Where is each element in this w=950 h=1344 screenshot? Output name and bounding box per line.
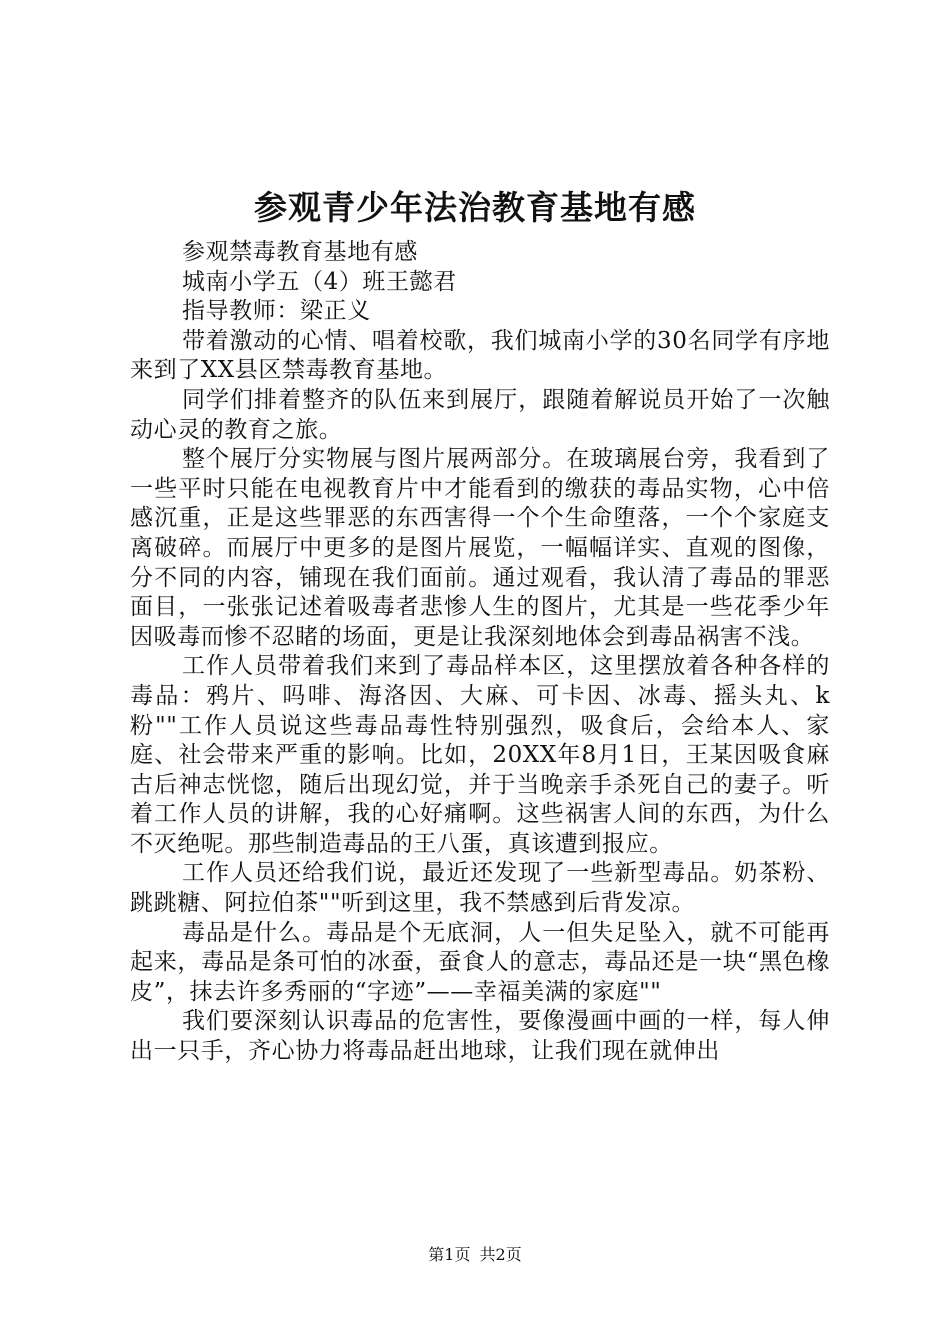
paragraph: 工作人员带着我们来到了毒品样本区，这里摆放着各种各样的毒品：鸦片、吗啡、海洛因、大麻、可卡因、冰毒、摇头丸、k粉""工作人员说这些毒品毒性特别强烈，吸食后，会给本人、家庭、社会带来严重的影响。比如，20XX年8月1日，王某因吸食麻古后神志恍惚，随后出现幻觉，并于当晚亲手杀死自己的妻子。听着工作人员的讲解，我的心好痛啊。这些祸害人间的东西，为什么不灭绝呢。那些制造毒品的王八蛋，真该遭到报应。	[130, 653, 830, 857]
document-body	[130, 238, 830, 1067]
paragraph: 整个展厅分实物展与图片展两部分。在玻璃展台旁，我看到了一些平时只能在电视教育片中才能看到的缴获的毒品实物，心中倍感沉重，正是这些罪恶的东西害得一个个生命堕落，一个个家庭支离破碎。而展厅中更多的是图片展览，一幅幅详实、直观的图像，分不同的内容，铺现在我们面前。通过观看，我认清了毒品的罪恶面目，一张张记述着吸毒者悲惨人生的图片，尤其是一些花季少年因吸毒而惨不忍睹的场面，更是让我深刻地体会到毒品祸害不浅。	[130, 446, 830, 650]
paragraph: 参观禁毒教育基地有感	[182, 239, 418, 265]
paragraph: 工作人员还给我们说，最近还发现了一些新型毒品。奶茶粉、跳跳糖、阿拉伯茶""听到这里，我不禁感到后背发凉。	[130, 860, 830, 917]
paragraph: 城南小学五（4）班王懿君	[182, 268, 457, 295]
document-title: 参观青少年法治教育基地有感	[254, 188, 696, 227]
paragraph: 指导教师：梁正义	[182, 298, 371, 325]
paragraph: 毒品是什么。毒品是个无底洞，人一但失足坠入，就不可能再起来，毒品是条可怕的冰蚕，蚕食人的意志，毒品还是一块“黑色橡皮”，抹去许多秀丽的“字迹”——幸福美满的家庭""	[130, 919, 830, 1005]
page-total: 共2页	[479, 1245, 522, 1264]
paragraph: 同学们排着整齐的队伍来到展厅，跟随着解说员开始了一次触动心灵的教育之旅。	[130, 386, 830, 443]
page-footer	[0, 1244, 950, 1266]
page-number: 第1页	[428, 1245, 471, 1264]
paragraph: 带着激动的心情、唱着校歌，我们城南小学的30名同学有序地来到了XX县区禁毒教育基地。	[130, 327, 830, 384]
paragraph: 我们要深刻认识毒品的危害性，要像漫画中画的一样，每人伸出一只手，齐心协力将毒品赶出地球，让我们现在就伸出	[130, 1008, 830, 1065]
